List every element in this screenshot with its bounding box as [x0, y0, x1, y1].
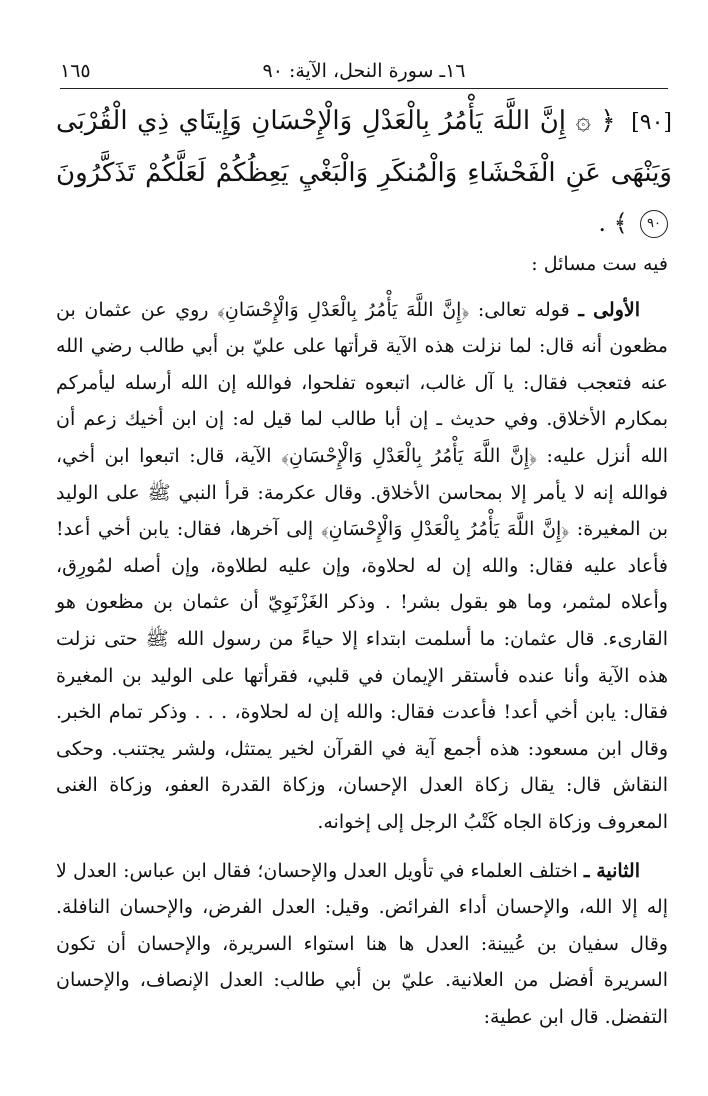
- header-divider: [60, 88, 668, 89]
- paragraph-first-issue: [56, 292, 668, 841]
- second-issue-text: اختلف العلماء في تأويل العدل والإحسان؛ فقال ابن عباس: العدل لا إله إلا الله، والإحسان أداء الفرائض. وقيل: العدل الفرض، والإحسان النافلة. وقال سفيان بن عُيينة: العدل ها هنا استواء السريرة، والإحسان أن تكون السريرة أفضل من العلانية. عليّ بن أبي طالب: العدل الإنصاف، والإحسان التفضل. قال ابن عطية:: [56, 859, 668, 1028]
- first-issue-text: قوله تعالى: ﴿إِنَّ اللَّهَ يَأْمُرُ بِالْعَدْلِ وَالْإِحْسَانِ﴾ روي عن عثمان بن مظعون أنه قال: لما نزلت هذه الآية قرأتها على عليّ بن أبي طالب رضي الله عنه فتعجب فقال: يا آل غالب، اتبعوه تفلحوا، فوالله إن الله أرسله ليأمركم بمكارم الأخلاق. وفي حديث ـ إن أبا طالب لما قيل له: إن ابن أخيك زعم أن الله أنزل عليه: ﴿إِنَّ اللَّهَ يَأْمُرُ بِالْعَدْلِ وَالْإِحْسَانِ﴾ الآية، قال: اتبعوا ابن أخي، فوالله إنه لا يأمر إلا بمحاسن الأخلاق. وقال عكرمة: قرأ النبي ﷺ على الوليد بن المغيرة: ﴿إِنَّ اللَّهَ يَأْمُرُ بِالْعَدْلِ وَالْإِحْسَانِ﴾ إلى آخرها، فقال: يابن أخي أعد! فأعاد عليه فقال: والله إن له لحلاوة، وإن عليه لطلاوة، وإن أصله لمُورِق، وأعلاه لمثمر، وما هو بقول بشر! . وذكر الغَزْنَوِيّ أن عثمان بن مظعون هو القارىء. قال عثمان: ما أسلمت ابتداء إلا حياءً من رسول الله ﷺ حتى نزلت هذه الآية وأنا عنده فأستقر الإيمان في قلبي، فقرأتها على الوليد بن المغيرة فقال: يابن أخي أعد! فأعدت فقال: والله إن له لحلاوة، . . . وذكر تمام الخبر. وقال ابن مسعود: هذه أجمع آية في القرآن لخير يمتثل، ولشر يجتنب. وحكى النقاش قال: يقال زكاة العدل الإحسان، وزكاة القدرة العفو، وزكاة الغنى المعروف وزكاة الجاه كَتْبُ الرجل إلى إخوانه.: [56, 298, 668, 833]
- verse-closing: ﴾ .: [598, 209, 628, 237]
- verse-text: ﴿ ۞ إِنَّ اللَّهَ يَأْمُرُ بِالْعَدْلِ وَالْإِحْسَانِ وَإِيتَاي ذِي الْقُرْبَى وَيَنْهَى عَنِ الْفَحْشَاءِ وَالْمُنكَرِ وَالْبَغْيِ يَعِظُكُمْ لَعَلَّكُمْ تَذَكَّرُونَ: [56, 106, 672, 188]
- running-title: ١٦ـ سورة النحل، الآية: ٩٠: [262, 60, 466, 82]
- second-issue-heading: الثانية ـ: [583, 859, 641, 882]
- commentary-text: [56, 246, 668, 1035]
- page-number: ١٦٥: [60, 60, 91, 82]
- paragraph-second-issue: [56, 853, 668, 1036]
- issues-intro: فيه ست مسائل :: [531, 253, 668, 275]
- verse-number: [٩٠]: [631, 110, 672, 135]
- first-issue-heading: الأولى ـ: [578, 298, 640, 321]
- ayah-end-marker: ٩٠: [640, 210, 668, 238]
- page-header: [60, 60, 668, 88]
- quran-verse: [56, 96, 672, 248]
